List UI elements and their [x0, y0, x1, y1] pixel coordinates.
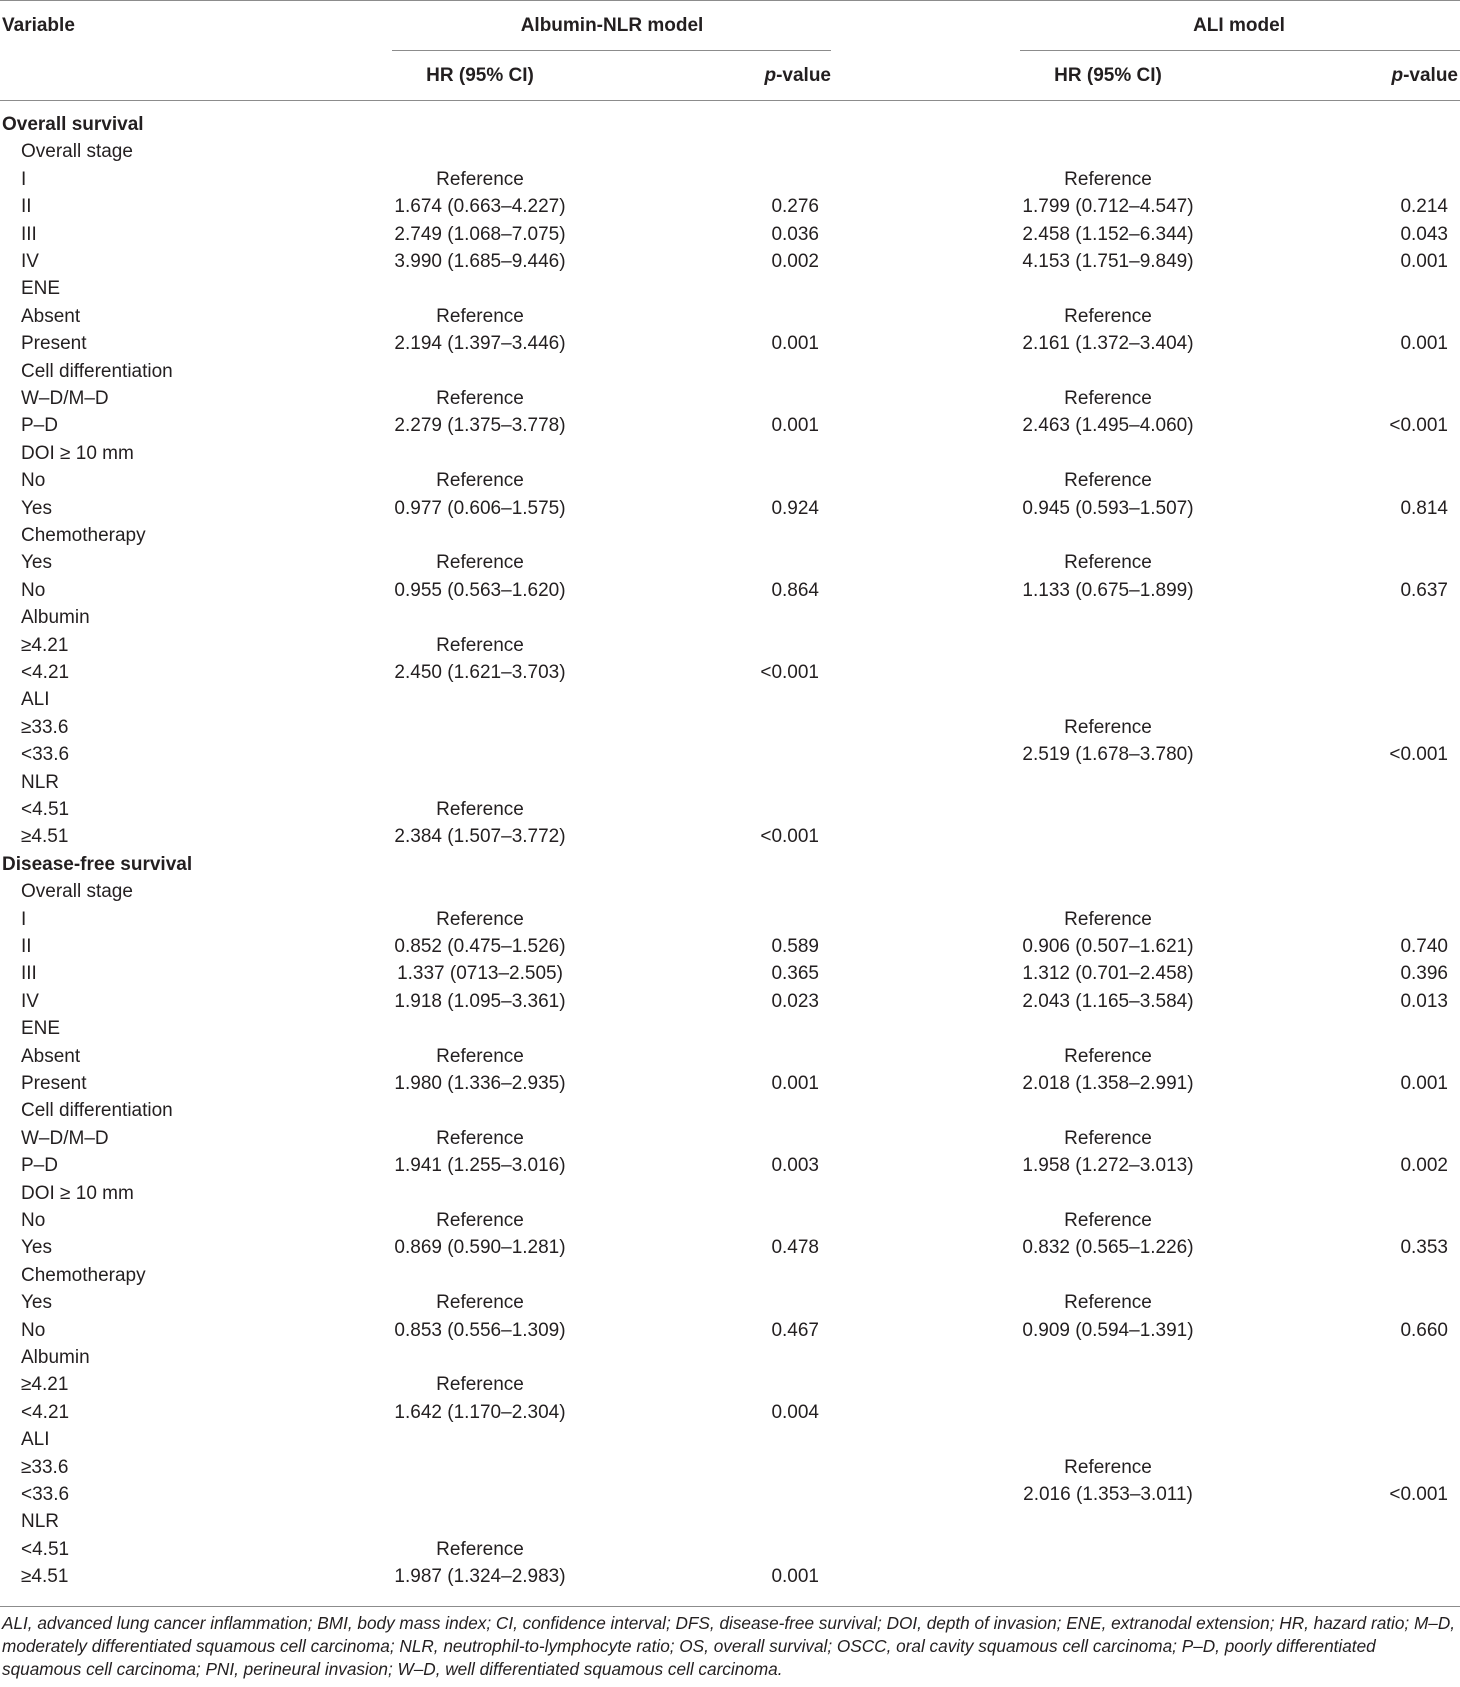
- p-value-albumin-nlr: 0.002: [771, 251, 819, 272]
- p-value-ali: 0.001: [1400, 333, 1448, 355]
- hr-ali: Reference: [1064, 1292, 1152, 1314]
- p-value-ali: 0.396: [1400, 963, 1448, 985]
- variable-group-label: NLR: [21, 1511, 60, 1533]
- hr-ali: Reference: [1064, 388, 1152, 409]
- hr-albumin-nlr: Reference: [436, 1292, 524, 1314]
- variable-group-label: NLR: [21, 771, 60, 793]
- p-value-albumin-nlr: 0.001: [771, 1073, 819, 1094]
- hr-ali: Reference: [1064, 1127, 1152, 1149]
- p-value-ali: <0.001: [1389, 1484, 1448, 1505]
- p-value-albumin-nlr: 0.001: [771, 415, 819, 437]
- ali-model-rule: [1020, 50, 1460, 51]
- row-label: Yes: [21, 1237, 52, 1259]
- header-bottom-rule: [0, 100, 1460, 101]
- row-label: No: [21, 579, 46, 601]
- row-label: ≥4.21: [21, 1374, 69, 1396]
- hr-albumin-nlr: 2.749 (1.068–7.075): [394, 223, 566, 245]
- variable-group-label: ALI: [21, 1429, 50, 1451]
- hr-albumin-nlr: Reference: [436, 908, 524, 930]
- hr-albumin-nlr: 0.869 (0.590–1.281): [394, 1237, 566, 1259]
- hr-albumin-nlr: 1.987 (1.324–2.983): [394, 1566, 566, 1588]
- row-label: <4.21: [21, 1401, 70, 1423]
- hr-ali: Reference: [1064, 908, 1152, 930]
- p-value-albumin-nlr: 0.365: [771, 963, 819, 985]
- p-value-albumin-nlr: <0.001: [760, 662, 819, 683]
- p-value-albumin-nlr: 0.276: [771, 196, 819, 218]
- variable-group-label: Albumin: [21, 607, 90, 629]
- p-value-albumin-nlr: 0.001: [771, 1566, 819, 1588]
- hr-ali: 2.458 (1.152–6.344): [1022, 223, 1194, 245]
- header-p-value-albumin-nlr: p-value: [764, 65, 831, 86]
- p-value-ali: 0.814: [1400, 497, 1448, 519]
- hr-albumin-nlr: 2.279 (1.375–3.778): [394, 415, 566, 437]
- row-label: P–D: [21, 1155, 58, 1177]
- hr-albumin-nlr: Reference: [436, 634, 524, 656]
- hr-ali: 0.909 (0.594–1.391): [1022, 1319, 1194, 1341]
- hr-ali: 0.832 (0.565–1.226): [1022, 1237, 1194, 1259]
- row-label: IV: [21, 990, 39, 1012]
- top-rule: [0, 0, 1460, 1]
- hr-albumin-nlr: Reference: [436, 1045, 524, 1067]
- hr-albumin-nlr: 1.674 (0.663–4.227): [394, 196, 566, 218]
- hr-ali: 2.519 (1.678–3.780): [1022, 744, 1194, 766]
- hr-ali: 2.043 (1.165–3.584): [1022, 990, 1194, 1012]
- row-label: IV: [21, 251, 39, 272]
- variable-group-label: ENE: [21, 1018, 61, 1040]
- hr-ali: 4.153 (1.751–9.849): [1022, 251, 1194, 272]
- row-label: II: [21, 196, 32, 218]
- p-value-ali: 0.001: [1400, 251, 1448, 272]
- row-label: Present: [21, 333, 87, 355]
- p-value-ali: 0.043: [1400, 223, 1448, 245]
- hr-ali: Reference: [1064, 552, 1152, 574]
- hr-albumin-nlr: Reference: [436, 1538, 524, 1560]
- header-albumin-nlr-model: Albumin-NLR model: [520, 15, 704, 36]
- hr-ali: 1.312 (0.701–2.458): [1022, 963, 1194, 985]
- variable-group-label: ENE: [21, 278, 61, 300]
- row-label: No: [21, 1210, 46, 1231]
- hr-albumin-nlr: 1.941 (1.255–3.016): [394, 1155, 566, 1177]
- hr-albumin-nlr: Reference: [436, 388, 524, 409]
- row-label: <4.51: [21, 799, 70, 820]
- p-value-ali: 0.637: [1400, 579, 1448, 601]
- p-value-albumin-nlr: 0.924: [771, 497, 819, 519]
- hr-albumin-nlr: 2.384 (1.507–3.772): [394, 826, 566, 848]
- p-value-ali: 0.353: [1400, 1237, 1448, 1259]
- row-label: ≥4.51: [21, 1566, 69, 1588]
- variable-group-label: ALI: [21, 689, 50, 711]
- row-label: No: [21, 1319, 46, 1341]
- header-ali-model: ALI model: [1193, 15, 1285, 36]
- hr-albumin-nlr: 1.980 (1.336–2.935): [394, 1073, 566, 1094]
- hr-ali: 2.463 (1.495–4.060): [1022, 415, 1194, 437]
- p-value-albumin-nlr: 0.036: [771, 223, 819, 245]
- p-value-albumin-nlr: <0.001: [760, 826, 819, 848]
- hr-ali: Reference: [1064, 1456, 1152, 1478]
- row-label: ≥33.6: [21, 716, 69, 738]
- albumin-nlr-model-rule: [392, 50, 831, 51]
- hr-ali: Reference: [1064, 470, 1152, 492]
- p-value-ali: <0.001: [1389, 415, 1448, 437]
- hr-ali: Reference: [1064, 716, 1152, 738]
- hr-albumin-nlr: 2.194 (1.397–3.446): [394, 333, 566, 355]
- variable-group-label: DOI ≥ 10 mm: [21, 442, 134, 464]
- hr-ali: 1.958 (1.272–3.013): [1022, 1155, 1194, 1177]
- row-label: W–D/M–D: [21, 388, 109, 409]
- variable-group-label: Chemotherapy: [21, 1264, 146, 1286]
- header-hr-ali: HR (95% CI): [1054, 65, 1162, 86]
- hr-albumin-nlr: Reference: [436, 1210, 524, 1231]
- row-label: ≥33.6: [21, 1456, 69, 1478]
- row-label: III: [21, 963, 37, 985]
- row-label: I: [21, 168, 27, 190]
- row-label: <4.21: [21, 662, 70, 683]
- variable-group-label: Albumin: [21, 1347, 90, 1368]
- p-value-albumin-nlr: 0.003: [771, 1155, 819, 1177]
- p-value-albumin-nlr: 0.478: [771, 1237, 819, 1259]
- hr-albumin-nlr: Reference: [436, 1374, 524, 1396]
- hr-albumin-nlr: 1.337 (0713–2.505): [397, 963, 563, 985]
- variable-group-label: Overall stage: [21, 881, 133, 903]
- p-value-ali: 0.660: [1400, 1319, 1448, 1341]
- header-p-value-ali: p-value: [1391, 65, 1458, 86]
- hr-ali: 1.799 (0.712–4.547): [1022, 196, 1194, 218]
- hr-albumin-nlr: Reference: [436, 470, 524, 492]
- hr-ali: 2.016 (1.353–3.011): [1023, 1484, 1193, 1505]
- row-label: ≥4.21: [21, 634, 69, 656]
- header-hr-albumin-nlr: HR (95% CI): [426, 65, 534, 86]
- p-value-albumin-nlr: 0.023: [771, 990, 819, 1012]
- row-label: Present: [21, 1073, 87, 1094]
- hr-ali: 0.945 (0.593–1.507): [1022, 497, 1194, 519]
- p-value-albumin-nlr: 0.001: [771, 333, 819, 355]
- row-label: Yes: [21, 1292, 52, 1314]
- row-label: Yes: [21, 497, 52, 519]
- hr-albumin-nlr: Reference: [436, 552, 524, 574]
- p-value-ali: 0.740: [1400, 936, 1448, 957]
- hr-albumin-nlr: 1.918 (1.095–3.361): [394, 990, 566, 1012]
- row-label: <33.6: [21, 744, 70, 766]
- variable-group-label: Chemotherapy: [21, 525, 146, 546]
- hr-albumin-nlr: 3.990 (1.685–9.446): [394, 251, 566, 272]
- table-bottom-rule: [0, 1606, 1460, 1607]
- hr-albumin-nlr: 2.450 (1.621–3.703): [394, 662, 566, 683]
- hr-albumin-nlr: Reference: [436, 168, 524, 190]
- hr-albumin-nlr: 0.955 (0.563–1.620): [394, 579, 566, 601]
- hr-albumin-nlr: 0.853 (0.556–1.309): [394, 1319, 566, 1341]
- row-label: No: [21, 470, 46, 492]
- variable-group-label: DOI ≥ 10 mm: [21, 1182, 134, 1204]
- hr-ali: 2.161 (1.372–3.404): [1022, 333, 1194, 355]
- header-variable: Variable: [2, 15, 75, 36]
- p-value-ali: 0.013: [1400, 990, 1448, 1012]
- p-value-ali: 0.214: [1400, 196, 1448, 218]
- hr-ali: Reference: [1064, 168, 1152, 190]
- hr-albumin-nlr: 1.642 (1.170–2.304): [394, 1401, 566, 1423]
- hr-albumin-nlr: Reference: [436, 799, 524, 820]
- section-heading: Disease-free survival: [2, 853, 193, 875]
- row-label: Yes: [21, 552, 52, 574]
- hr-ali: Reference: [1064, 1045, 1152, 1067]
- row-label: I: [21, 908, 27, 930]
- p-value-ali: 0.002: [1400, 1155, 1448, 1177]
- row-label: ≥4.51: [21, 826, 69, 848]
- hr-albumin-nlr: Reference: [436, 1127, 524, 1149]
- row-label: II: [21, 936, 32, 957]
- hr-albumin-nlr: 0.852 (0.475–1.526): [394, 936, 566, 957]
- row-label: Absent: [21, 305, 81, 327]
- hr-ali: Reference: [1064, 1210, 1152, 1231]
- row-label: W–D/M–D: [21, 1127, 109, 1149]
- p-value-albumin-nlr: 0.589: [771, 936, 819, 957]
- p-value-albumin-nlr: 0.864: [771, 579, 819, 601]
- hr-ali: 1.133 (0.675–1.899): [1022, 579, 1194, 601]
- hr-ali: 0.906 (0.507–1.621): [1022, 936, 1194, 957]
- row-label: III: [21, 223, 37, 245]
- hr-albumin-nlr: 0.977 (0.606–1.575): [394, 497, 566, 519]
- p-value-albumin-nlr: 0.004: [771, 1401, 819, 1423]
- row-label: Absent: [21, 1045, 81, 1067]
- table-footnote: ALI, advanced lung cancer inflammation; BMI, body mass index; CI, confidence interval; DFS, disease-free survival; DOI, depth of invasion; ENE, extranodal extension; HR, hazard ratio; M–D, moderately differentiated squamous cell carcinoma; NLR, neutrophil-to-lymphocyte ratio; OS, overall survival; OSCC, oral cavity squamous cell carcinoma; P–D, poorly differentiated squamous cell carcinoma; PNI, perineural invasion; W–D, well differentiated squamous cell carcinoma.: [2, 1613, 1456, 1679]
- variable-group-label: Cell differentiation: [21, 1100, 173, 1122]
- row-label: <33.6: [21, 1484, 70, 1505]
- row-label: <4.51: [21, 1538, 70, 1560]
- variable-group-label: Cell differentiation: [21, 360, 173, 382]
- hr-ali: 2.018 (1.358–2.991): [1022, 1073, 1194, 1094]
- hr-ali: Reference: [1064, 305, 1152, 327]
- hr-albumin-nlr: Reference: [436, 305, 524, 327]
- p-value-ali: <0.001: [1389, 744, 1448, 766]
- section-heading: Overall survival: [2, 114, 144, 135]
- variable-group-label: Overall stage: [21, 141, 133, 163]
- row-label: P–D: [21, 415, 58, 437]
- p-value-albumin-nlr: 0.467: [771, 1319, 819, 1341]
- p-value-ali: 0.001: [1400, 1073, 1448, 1094]
